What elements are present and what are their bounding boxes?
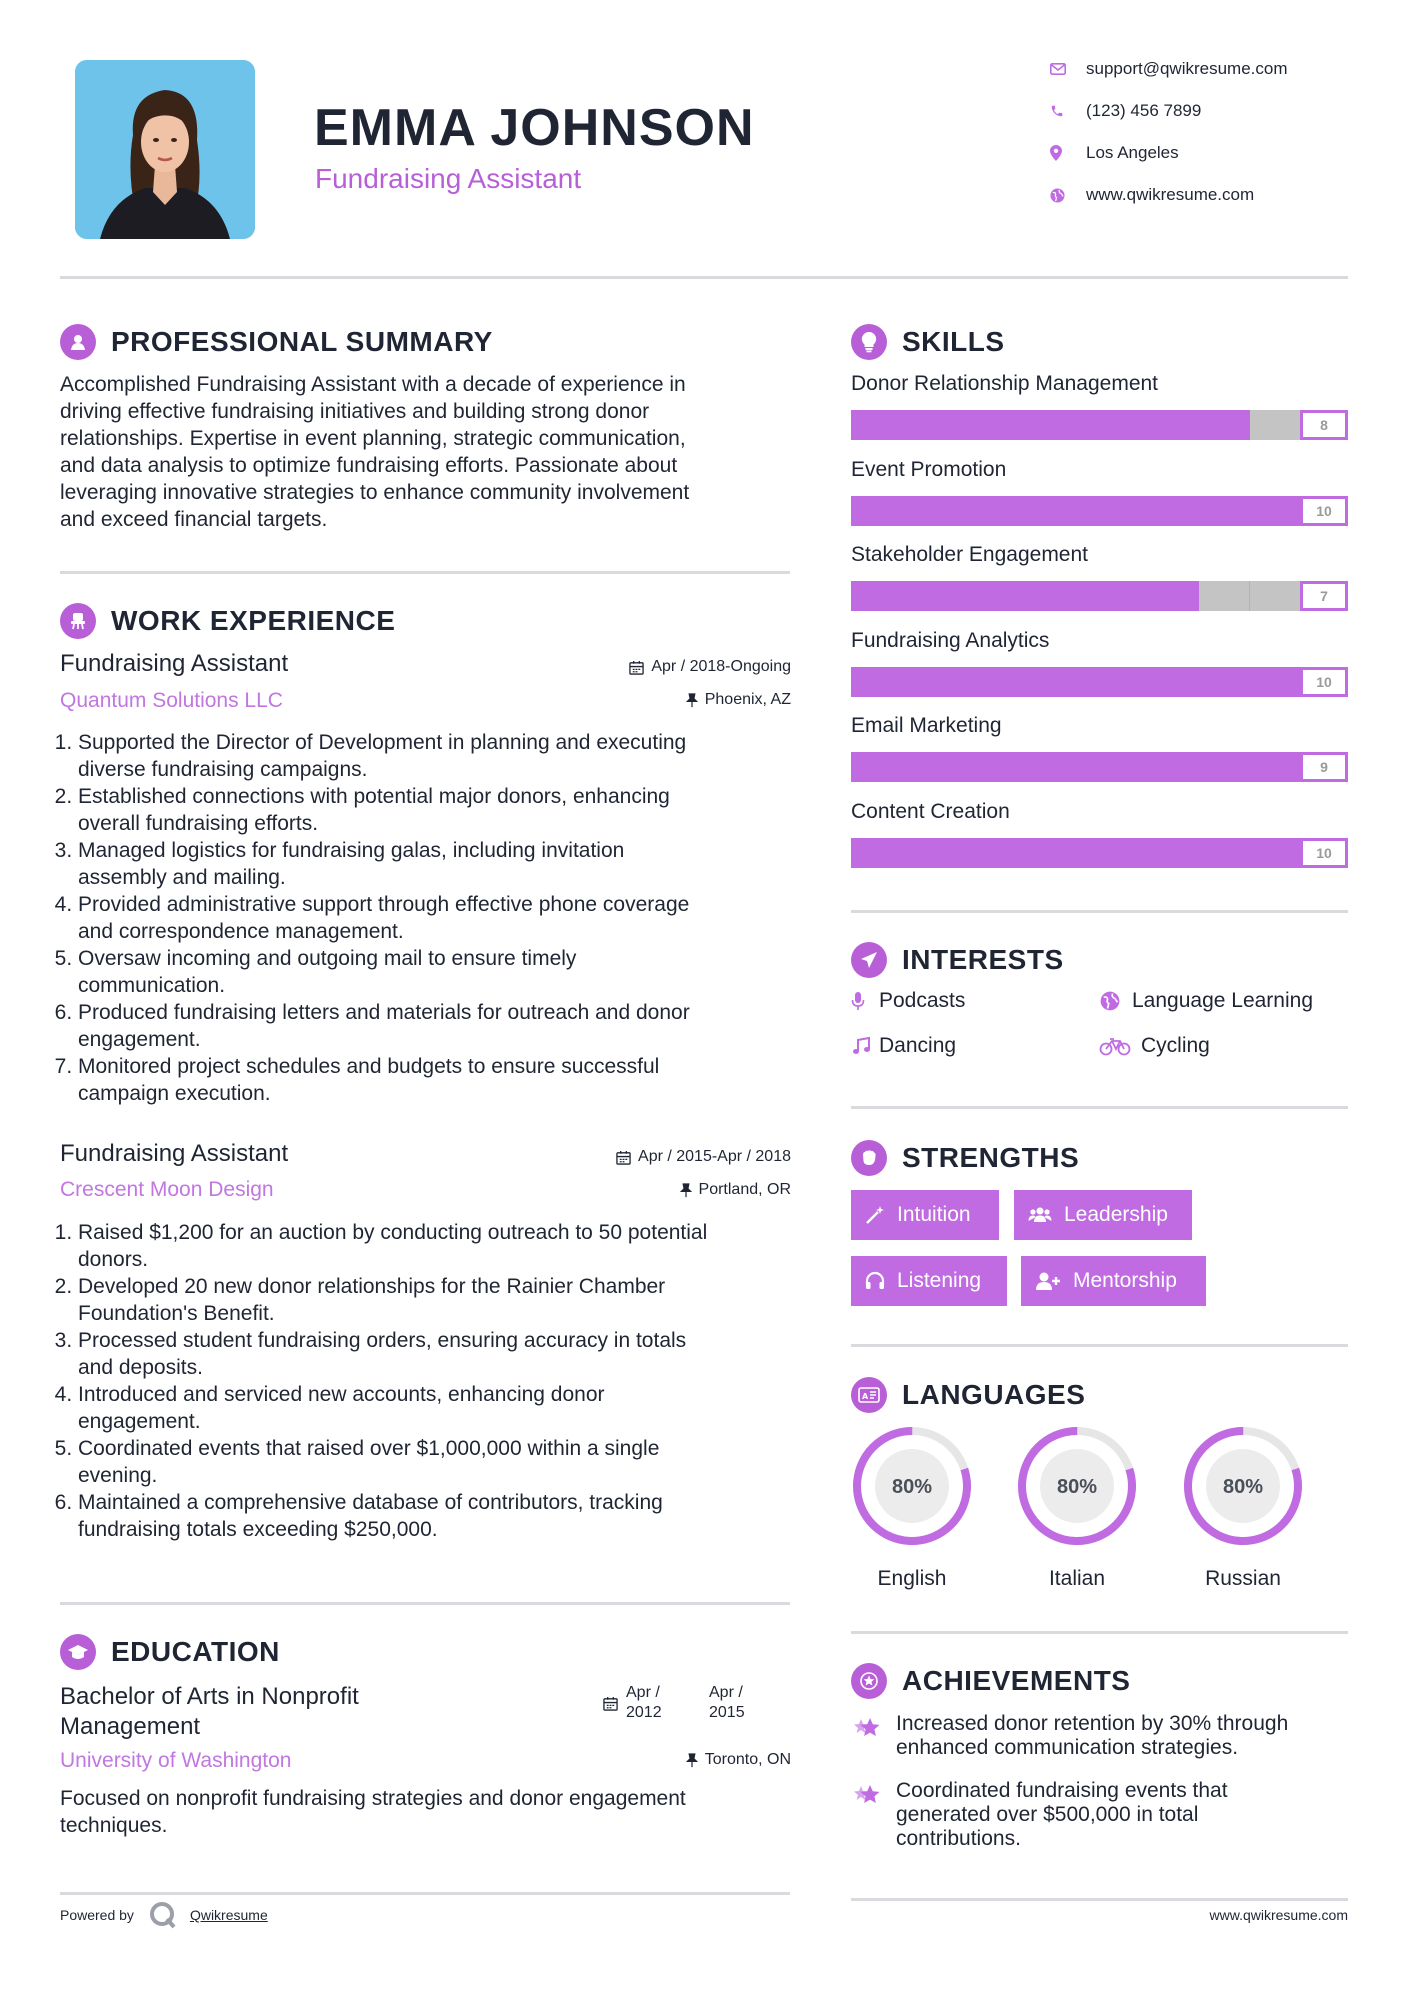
- achievements-heading: ACHIEVEMENTS: [902, 1665, 1131, 1696]
- calendar-icon: [629, 660, 644, 675]
- skill-bar-segment: [1200, 838, 1250, 868]
- work-heading: WORK EXPERIENCE: [111, 605, 396, 636]
- skill-bar-segment: [1001, 667, 1051, 697]
- summary-line: Accomplished Fundraising Assistant with a decade of experience in: [60, 373, 686, 396]
- skill-bar-segment: [1150, 838, 1200, 868]
- skill-bar-segment: [1051, 838, 1101, 868]
- skill-label: Stakeholder Engagement: [851, 543, 1088, 566]
- paper-plane-icon: [851, 942, 887, 978]
- skill-label: Content Creation: [851, 800, 1010, 823]
- job-company: Crescent Moon Design: [60, 1178, 274, 1201]
- skill-bar-segment: [1150, 410, 1200, 440]
- contact-phone[interactable]: [1050, 97, 1201, 125]
- skill-bar: [851, 496, 1348, 526]
- language-progress-ring: [1016, 1425, 1138, 1547]
- skill-bar: [851, 581, 1348, 611]
- skill-bar: [851, 410, 1348, 440]
- job-duties: [60, 1219, 838, 1543]
- language-progress-ring: [851, 1425, 973, 1547]
- map-pin-icon: [1050, 145, 1086, 161]
- calendar-icon: [616, 1150, 631, 1165]
- email-text: support@qwikresume.com: [1086, 59, 1288, 78]
- website-text: www.qwikresume.com: [1086, 185, 1255, 204]
- skill-level-value: 8: [1300, 410, 1348, 440]
- summary-line: and exceed financial targets.: [60, 508, 328, 531]
- envelope-icon: [1050, 63, 1086, 75]
- skill-bar-segment: [1250, 667, 1300, 697]
- skill-bar-segment: [901, 581, 951, 611]
- skill-bar-segment: [1100, 496, 1150, 526]
- interest-label: Cycling: [1141, 1034, 1210, 1057]
- skill-bar-segment: [1001, 410, 1051, 440]
- skill-bar-segment: [901, 752, 951, 782]
- interests-divider: [851, 1106, 1348, 1109]
- job-title: Fundraising Assistant: [60, 1140, 289, 1167]
- summary-line: driving effective fundraising initiatives and building strong donor: [60, 400, 650, 423]
- job-duties: [60, 729, 838, 1107]
- skill-bar-segment: [1250, 752, 1300, 782]
- microphone-icon: [851, 991, 879, 1011]
- duty-item: 4. Introduced and serviced new accounts, enhancing donor engagement.: [78, 1381, 838, 1435]
- skill-bar-segment: [1249, 581, 1300, 611]
- user-plus-icon: [1035, 1271, 1061, 1291]
- duty-item: 2. Developed 20 new donor relationships for the Rainier Chamber Foundation's Benefit.: [78, 1273, 838, 1327]
- duty-item: 6. Produced fundraising letters and materials for outreach and donor engagement.: [78, 999, 838, 1053]
- pushpin-icon: [686, 693, 698, 708]
- skill-bar-segment: [1051, 667, 1101, 697]
- skill-bar-segment: [951, 838, 1001, 868]
- skill-bar-segment: [1200, 410, 1250, 440]
- skill-bar-segment: [1001, 838, 1051, 868]
- skill-bar-segment: [1051, 496, 1101, 526]
- summary-line: leveraging innovative strategies to enhance community involvement: [60, 481, 690, 504]
- skill-bar-segment: [951, 581, 1001, 611]
- skill-label: Donor Relationship Management: [851, 372, 1159, 395]
- users-icon: [1028, 1205, 1052, 1225]
- powered-by-text: Powered by: [60, 1907, 134, 1923]
- duty-item: 2. Established connections with potential major donors, enhancing overall fundraising efforts.: [78, 783, 838, 837]
- skill-bar-segment: [901, 410, 951, 440]
- degree-line: Management: [60, 1713, 201, 1740]
- duty-item: 1. Raised $1,200 for an auction by conducting outreach to 50 potential donors.: [78, 1219, 838, 1273]
- job-location: [540, 691, 791, 709]
- skill-label: Fundraising Analytics: [851, 629, 1050, 652]
- location-text: Los Angeles: [1086, 143, 1179, 162]
- skill-bar-segment: [1200, 496, 1250, 526]
- interests-heading: INTERESTS: [902, 944, 1064, 975]
- skill-level-value: 10: [1300, 496, 1348, 526]
- skill-bar-segment: [901, 667, 951, 697]
- duty-item: 5. Oversaw incoming and outgoing mail to ensure timely communication.: [78, 945, 838, 999]
- skill-bar-segment: [1001, 752, 1051, 782]
- job-date-text: Apr / 2018-Ongoing: [651, 658, 791, 675]
- language-label: Italian: [1048, 1567, 1106, 1590]
- language-label: English: [877, 1567, 947, 1590]
- chair-icon: [60, 603, 96, 639]
- strength-chip-leadership: [1014, 1190, 1192, 1240]
- education-location: [540, 1751, 791, 1769]
- education-location-text: Toronto, ON: [704, 1751, 791, 1768]
- skill-level-value: 7: [1300, 581, 1348, 611]
- magic-wand-icon: [865, 1205, 885, 1225]
- skill-bar-segment: [851, 410, 901, 440]
- calendar-icon: [603, 1696, 618, 1711]
- footer-website[interactable]: www.qwikresume.com: [1209, 1907, 1348, 1923]
- powered-by: [60, 1900, 268, 1930]
- skill-bar-segment: [1100, 752, 1150, 782]
- summary-text: [60, 371, 800, 533]
- interest-item: [1100, 989, 1313, 1013]
- skill-bar-segment: [1050, 581, 1100, 611]
- interest-item: [851, 989, 965, 1013]
- skill-bar-segment: [851, 838, 901, 868]
- contact-location: [1050, 139, 1179, 167]
- skill-bar-segment: [1051, 410, 1101, 440]
- skill-bar-segment: [1200, 752, 1250, 782]
- strength-chip-mentorship: [1021, 1256, 1206, 1306]
- skill-bar-segment: [1199, 581, 1249, 611]
- user-icon: [60, 324, 96, 360]
- language-item: [1182, 1425, 1304, 1591]
- skill-bar-segment: [851, 667, 901, 697]
- globe-icon: [1050, 188, 1086, 203]
- skill-bar: [851, 752, 1348, 782]
- strength-chip-listening: [851, 1256, 1007, 1306]
- job-date: [540, 1148, 791, 1166]
- skill-bar-segment: [851, 581, 901, 611]
- school-name: University of Washington: [60, 1749, 292, 1772]
- skill-bar: [851, 667, 1348, 697]
- strengths-heading: STRENGTHS: [902, 1142, 1080, 1173]
- pushpin-icon: [680, 1183, 692, 1198]
- skill-bar: [851, 838, 1348, 868]
- duty-item: 7. Monitored project schedules and budgets to ensure successful campaign execution.: [78, 1053, 838, 1107]
- summary-heading: PROFESSIONAL SUMMARY: [111, 326, 493, 357]
- strength-chip-intuition: [851, 1190, 999, 1240]
- header-divider: [60, 276, 1348, 279]
- contact-email[interactable]: [1050, 55, 1288, 83]
- skill-bar-segment: [1100, 838, 1150, 868]
- achievement-text: Coordinated fundraising events that generated over $500,000 in total contributions.: [896, 1779, 1228, 1850]
- language-percent: 80%: [1222, 1476, 1264, 1498]
- skill-level-value: 10: [1300, 667, 1348, 697]
- star-icon: [851, 1712, 896, 1760]
- skill-bar-segment: [1150, 496, 1200, 526]
- job-location-text: Portland, OR: [698, 1181, 791, 1198]
- skill-bar-segment: [1051, 752, 1101, 782]
- candidate-title: Fundraising Assistant: [315, 163, 582, 194]
- date-end: Apr / 2015: [709, 1684, 745, 1721]
- skills-heading: SKILLS: [902, 326, 1005, 357]
- education-heading: EDUCATION: [111, 1636, 280, 1667]
- languages-divider: [851, 1631, 1348, 1634]
- job-date: [540, 658, 791, 676]
- qwikresume-logo-icon: [148, 1900, 178, 1930]
- duty-item: 6. Maintained a comprehensive database of contributors, tracking fundraising totals exceeding $250,000.: [78, 1489, 838, 1543]
- skill-level-value: 10: [1300, 838, 1348, 868]
- language-progress-ring: [1182, 1425, 1304, 1547]
- degree-title: [60, 1682, 359, 1742]
- skill-bar-segment: [951, 752, 1001, 782]
- contact-website[interactable]: [1050, 181, 1254, 209]
- skill-level-value: 9: [1300, 752, 1348, 782]
- language-percent: 80%: [891, 1476, 933, 1498]
- interest-item: [851, 1034, 956, 1058]
- achievement-item: [851, 1779, 1348, 1851]
- skill-bar-segment: [901, 496, 951, 526]
- strength-label: Intuition: [897, 1203, 971, 1226]
- phone-icon: [1050, 104, 1086, 118]
- skill-bar-segment: [1250, 838, 1300, 868]
- language-label: Russian: [1205, 1567, 1281, 1590]
- languages-heading: LANGUAGES: [902, 1379, 1086, 1410]
- language-item: [851, 1425, 973, 1591]
- strength-label: Mentorship: [1073, 1269, 1177, 1292]
- skill-bar-segment: [951, 496, 1001, 526]
- skill-bar-segment: [1200, 667, 1250, 697]
- skill-bar-segment: [851, 496, 901, 526]
- qwikresume-link[interactable]: Qwikresume: [189, 1907, 268, 1923]
- lightbulb-icon: [851, 324, 887, 360]
- left-footer-divider: [60, 1892, 790, 1895]
- skill-bar-segment: [1000, 581, 1050, 611]
- globe-icon: [1100, 991, 1132, 1011]
- duty-item: 4. Provided administrative support through effective phone coverage and correspondence management.: [78, 891, 838, 945]
- graduation-cap-icon: [60, 1634, 96, 1670]
- skill-bar-segment: [951, 667, 1001, 697]
- star-badge-icon: [851, 1663, 887, 1699]
- job-location-text: Phoenix, AZ: [704, 691, 791, 708]
- language-card-icon: [851, 1377, 887, 1413]
- language-item: [1016, 1425, 1138, 1591]
- music-note-icon: [851, 1036, 879, 1056]
- strengths-divider: [851, 1344, 1348, 1347]
- date-start: Apr / 2012: [626, 1684, 662, 1721]
- skill-bar-segment: [851, 752, 901, 782]
- phone-text: (123) 456 7899: [1086, 101, 1202, 120]
- education-description: Focused on nonprofit fundraising strategies and donor engagement techniques.: [60, 1787, 686, 1837]
- svg-text:A: A: [862, 1392, 869, 1401]
- skill-bar-segment: [1100, 410, 1150, 440]
- skill-bar-segment: [1100, 581, 1150, 611]
- interest-label: Language Learning: [1132, 989, 1314, 1012]
- pushpin-icon: [686, 1753, 698, 1768]
- job-location: [540, 1181, 791, 1199]
- headphones-icon: [865, 1271, 885, 1291]
- skills-divider: [851, 910, 1348, 913]
- interest-label: Dancing: [879, 1034, 957, 1057]
- job-date-text: Apr / 2015-Apr / 2018: [638, 1148, 791, 1165]
- achievement-text: Increased donor retention by 30% through enhanced communication strategies.: [896, 1712, 1289, 1759]
- summary-line: relationships. Expertise in event planning, strategic communication,: [60, 427, 686, 450]
- skill-bar-segment: [1001, 496, 1051, 526]
- interest-label: Podcasts: [879, 989, 966, 1012]
- education-date: [603, 1683, 745, 1723]
- language-percent: 80%: [1056, 1476, 1098, 1498]
- skill-bar-segment: [1150, 581, 1200, 611]
- skill-bar-segment: [951, 410, 1001, 440]
- skill-bar-segment: [901, 838, 951, 868]
- skill-bar-segment: [1250, 496, 1300, 526]
- skill-label: Event Promotion: [851, 458, 1007, 481]
- interest-item: [1099, 1034, 1210, 1058]
- duty-item: 3. Processed student fundraising orders, ensuring accuracy in totals and deposits.: [78, 1327, 838, 1381]
- duty-item: 5. Coordinated events that raised over $1,000,000 within a single evening.: [78, 1435, 838, 1489]
- summary-divider: [60, 571, 790, 574]
- job-company: Quantum Solutions LLC: [60, 689, 283, 712]
- strength-label: Listening: [897, 1269, 982, 1292]
- skill-bar-segment: [1150, 752, 1200, 782]
- duty-item: 1. Supported the Director of Development in planning and executing diverse fundraising campaigns.: [78, 729, 838, 783]
- work-divider: [60, 1602, 790, 1605]
- star-icon: [851, 1779, 896, 1851]
- job-title: Fundraising Assistant: [60, 650, 289, 677]
- candidate-name: EMMA JOHNSON: [314, 99, 755, 157]
- skill-bar-segment: [1150, 667, 1200, 697]
- skill-bar-segment: [1100, 667, 1150, 697]
- fist-icon: [851, 1140, 887, 1176]
- degree-line: Bachelor of Arts in Nonprofit: [60, 1683, 359, 1710]
- bicycle-icon: [1099, 1036, 1141, 1056]
- profile-photo: [75, 60, 255, 239]
- strength-label: Leadership: [1064, 1203, 1168, 1226]
- summary-line: and data analysis to optimize fundraising efforts. Passionate about: [60, 454, 678, 477]
- achievement-item: [851, 1712, 1348, 1760]
- skill-label: Email Marketing: [851, 714, 1002, 737]
- duty-item: 3. Managed logistics for fundraising galas, including invitation assembly and mailing.: [78, 837, 838, 891]
- right-footer-divider: [851, 1898, 1348, 1901]
- skill-bar-segment: [1250, 410, 1300, 440]
